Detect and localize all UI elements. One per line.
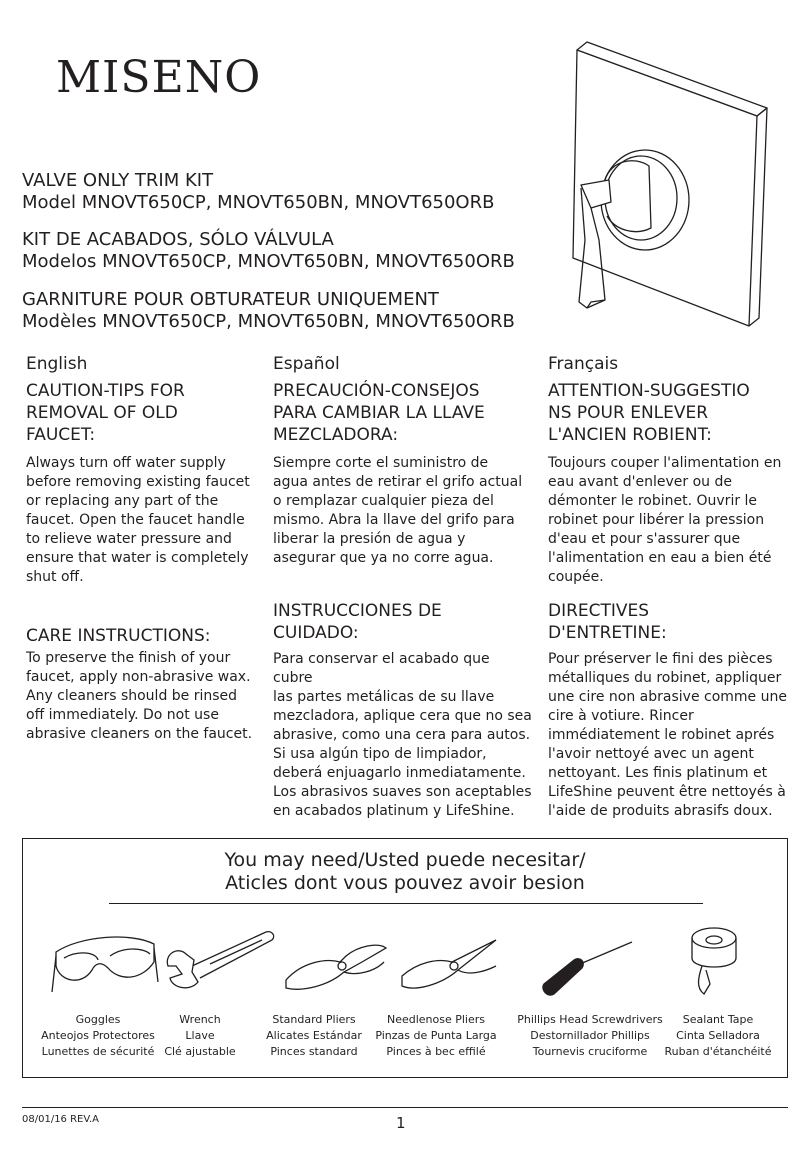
caution-heading: CAUTION-TIPS FOR REMOVAL OF OLD FAUCET:	[26, 381, 185, 445]
language-label: Español	[273, 354, 340, 374]
care-text: To preserve the finish of your faucet, apply non-abrasive wax. Any cleaners should be rinsed off immediately. Do not use abrasive cleaners on the faucet.	[26, 650, 253, 742]
tool-screwdriver: Phillips Head Screwdrivers Destornillador Phillips Tournevis cruciforme	[517, 1013, 663, 1058]
tools-heading-line2: Aticles dont vous pouvez avoir besion	[225, 872, 585, 894]
care-heading: CARE INSTRUCTIONS:	[26, 626, 211, 646]
tool-goggles: Goggles Anteojos Protectores Lunettes de sécurité	[41, 1013, 155, 1058]
tool-standard-pliers: Standard Pliers Alicates Estándar Pinces standard	[266, 1013, 362, 1058]
sealant-tape-icon	[682, 922, 746, 998]
caution-heading: ATTENTION-SUGGESTIO NS POUR ENLEVER L'ANCIEN ROBIENT:	[548, 381, 750, 445]
tool-needlenose-pliers: Needlenose Pliers Pinzas de Punta Larga Pinces à bec effilé	[375, 1013, 497, 1058]
care-text: Para conservar el acabado que cubre las partes metálicas de su llave mezcladora, aplique cera que no sea abrasive, como una cera para autos. Si usa algún tipo de limpiador, deberá enjuagarlo inmediatamente. Los abrasivos suaves son aceptables en acabados platinum y LifeShine.	[273, 651, 532, 819]
page-number: 1	[396, 1114, 406, 1132]
wrench-icon	[162, 926, 278, 996]
language-label: English	[26, 354, 88, 374]
title-es-line1: KIT DE ACABADOS, SÓLO VÁLVULA	[22, 229, 334, 250]
brand-logo: MISENO	[56, 52, 262, 103]
valve-trim-illustration	[565, 40, 775, 330]
tools-heading-line1: You may need/Usted puede necesitar/	[224, 849, 586, 871]
care-heading: DIRECTIVES D'ENTRETINE:	[548, 601, 667, 643]
goggles-icon	[50, 922, 160, 998]
tools-heading-rule	[109, 903, 703, 904]
language-label: Français	[548, 354, 619, 374]
caution-text: Toujours couper l'alimentation en eau avant d'enlever ou de démonter le robinet. Ouvrir le robinet pour libérer la pression d'eau et pour s'assurer que l'alimentation en eau a bien été coupée.	[548, 455, 782, 585]
screwdriver-icon	[538, 938, 638, 998]
care-text: Pour préserver le fini des pièces métalliques du robinet, appliquer une cire non abrasive comme une cire à votiure. Rincer immédiatement le robinet aprés l'avoir nettoyé avec un agent nettoyant. Les finis platinum et LifeShine peuvent être nettoyés à l'aide de produits abrasifs doux.	[548, 651, 787, 819]
title-fr-model: Modèles MNOVT650CP, MNOVT650BN, MNOVT650ORB	[22, 311, 515, 332]
column-french	[548, 354, 793, 821]
column-spanish	[273, 354, 533, 821]
needlenose-pliers-icon	[398, 932, 502, 996]
title-en-line1: VALVE ONLY TRIM KIT	[22, 170, 214, 191]
tool-sealant-tape: Sealant Tape Cinta Selladora Ruban d'étanchéité	[664, 1013, 772, 1058]
caution-heading: PRECAUCIÓN-CONSEJOS PARA CAMBIAR LA LLAVE MEZCLADORA:	[273, 381, 485, 445]
title-en-model: Model MNOVT650CP, MNOVT650BN, MNOVT650ORB	[22, 192, 495, 213]
footer-rule	[22, 1107, 788, 1108]
care-heading: INSTRUCCIONES DE CUIDADO:	[273, 601, 442, 643]
pliers-icon	[282, 932, 390, 996]
revision-date: 08/01/16 REV.A	[22, 1114, 99, 1125]
tool-wrench: Wrench Llave Clé ajustable	[164, 1013, 236, 1058]
caution-text: Siempre corte el suministro de agua antes de retirar el grifo actual o remplazar cualquier pieza del mismo. Abra la llave del grifo para liberar la presión de agua y asegurar que ya no corre agua.	[273, 455, 523, 566]
title-es-model: Modelos MNOVT650CP, MNOVT650BN, MNOVT650ORB	[22, 251, 515, 272]
caution-text: Always turn off water supply before removing existing faucet or replacing any part of the faucet. Open the faucet handle to relieve water pressure and ensure that water is completely shut off.	[26, 455, 250, 585]
title-fr-line1: GARNITURE POUR OBTURATEUR UNIQUEMENT	[22, 289, 439, 310]
column-english	[26, 354, 262, 744]
